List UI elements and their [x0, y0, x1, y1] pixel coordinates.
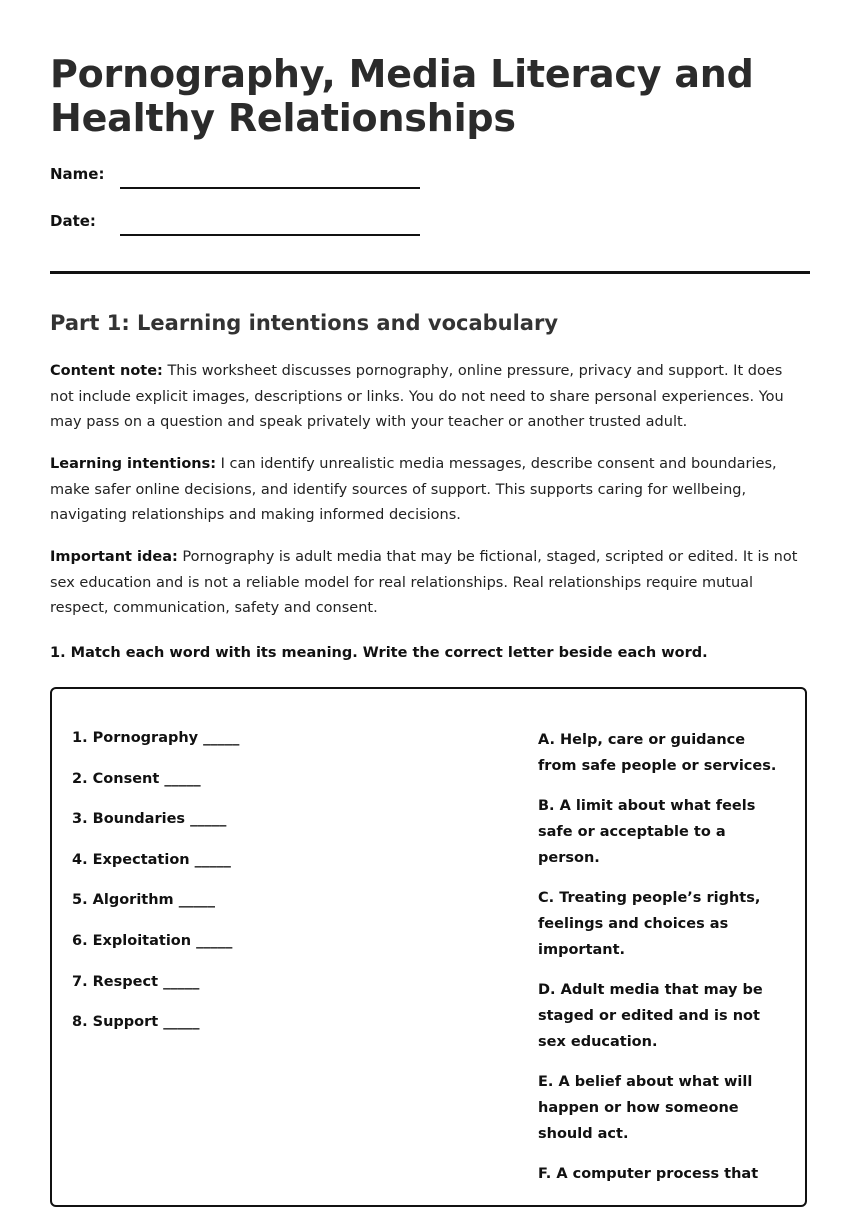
important-idea-text: Pornography is adult media that may be fictional, staged, scripted or edited. It is not sex education and is not a reliable model for real relationships. Real relationships require mutual respect, communication, safety and consent. [50, 549, 798, 617]
name-input-line[interactable] [120, 187, 420, 189]
word-item[interactable]: 4. Expectation _____ [72, 851, 231, 868]
name-field [50, 165, 430, 195]
matching-box [50, 687, 807, 1207]
part1-heading: Part 1: Learning intentions and vocabulary [50, 311, 559, 335]
section-divider [50, 271, 810, 274]
word-list [72, 727, 372, 1052]
page-title: Pornography, Media Literacy and Healthy Relationships [50, 52, 754, 140]
definition-item: E. A belief about what will happen or how someone should act. [538, 1074, 753, 1142]
definition-list [538, 727, 788, 1201]
definition-item: A. Help, care or guidance from safe people or services. [538, 732, 777, 774]
important-idea [50, 545, 810, 622]
word-item[interactable]: 3. Boundaries _____ [72, 811, 227, 828]
learning-intentions-text: I can identify unrealistic media messages, describe consent and boundaries, make safer online decisions, and identify sources of support. This supports caring for wellbeing, navigating relationships and making informed decisions. [50, 456, 777, 524]
learning-intentions-label: Learning intentions: [50, 456, 217, 472]
content-note [50, 359, 810, 436]
date-field [50, 212, 430, 242]
definition-item: B. A limit about what feels safe or acceptable to a person. [538, 798, 756, 866]
question-1: 1. Match each word with its meaning. Write the correct letter beside each word. [50, 645, 708, 661]
content-note-label: Content note: [50, 363, 163, 379]
date-label: Date: [50, 212, 96, 230]
word-item[interactable]: 1. Pornography _____ [72, 730, 240, 746]
content-note-text: This worksheet discusses pornography, online pressure, privacy and support. It does not include explicit images, descriptions or links. You do not need to share personal experiences. You may pass on a question and speak privately with your teacher or another trusted adult. [50, 363, 784, 431]
word-item[interactable]: 7. Respect _____ [72, 973, 200, 990]
word-item[interactable]: 2. Consent _____ [72, 770, 201, 787]
definition-item: C. Treating people’s rights, feelings and choices as important. [538, 890, 761, 958]
definition-item: F. A computer process that [538, 1166, 759, 1182]
word-item[interactable]: 8. Support _____ [72, 1014, 200, 1031]
date-input-line[interactable] [120, 234, 420, 236]
name-label: Name: [50, 165, 105, 183]
important-idea-label: Important idea: [50, 549, 178, 565]
word-item[interactable]: 6. Exploitation _____ [72, 932, 233, 949]
word-item[interactable]: 5. Algorithm _____ [72, 892, 215, 909]
learning-intentions [50, 452, 810, 529]
definition-item: D. Adult media that may be staged or edited and is not sex education. [538, 982, 763, 1050]
